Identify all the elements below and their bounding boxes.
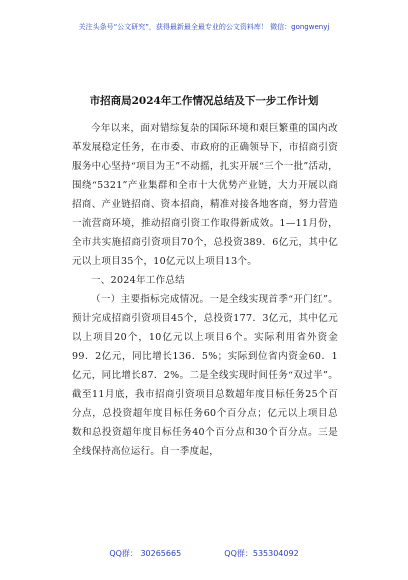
document-body	[72, 119, 338, 461]
document-title: 市招商局2024年工作情况总结及下一步工作计划	[89, 95, 319, 107]
qq-group-1[interactable]: QQ群： 30265665	[109, 549, 182, 558]
body-paragraph: （一）主要指标完成情况。一是全线实现首季“开门红”。预计完成招商引资项目45个，总投资177．3亿元，其中亿元以上项目20个，10亿元以上项目6个。实际利用省外资金99．2亿元，同比增长136．5%；实际到位省内资金60．1亿元，同比增长87．2%。二是全线实现时间任务“双过半”。截至11月底，我市招商引资项目总数超年度目标任务25个百分点，总投资超年度目标任务60个百分点；亿元以上项目总数和总投资超年度目标任务40个百分点和30个百分点。三是全线保持高位运行。自一季度起，	[72, 294, 338, 457]
body-paragraph: 今年以来，面对错综复杂的国际环境和艰巨繁重的国内改革发展稳定任务，在市委、市政府的正确领导下，市招商引资服务中心坚持“项目为王”不动摇，扎实开展“三个一批”活动，围绕“5321”产业集群和全市十大优势产业链，大力开展以商招商、产业链招商、资本招商，精准对接各地客商，努力营造一流营商环境，推动招商引资工作取得新成效。1—11月份，全市共实施招商引资项目70个，总投资389．6亿元，其中亿元以上项目35个，10亿元以上项目13个。	[72, 123, 338, 267]
footer-contact	[0, 548, 408, 559]
section-heading: 一、2024年工作总结	[91, 275, 185, 286]
qq-group-2[interactable]: QQ群：535304092	[224, 549, 299, 558]
header-banner[interactable]: 关注头条号“公文研究”，获得最新最全最专业的公文资料库！ 微信：gongwenyj	[78, 23, 330, 31]
